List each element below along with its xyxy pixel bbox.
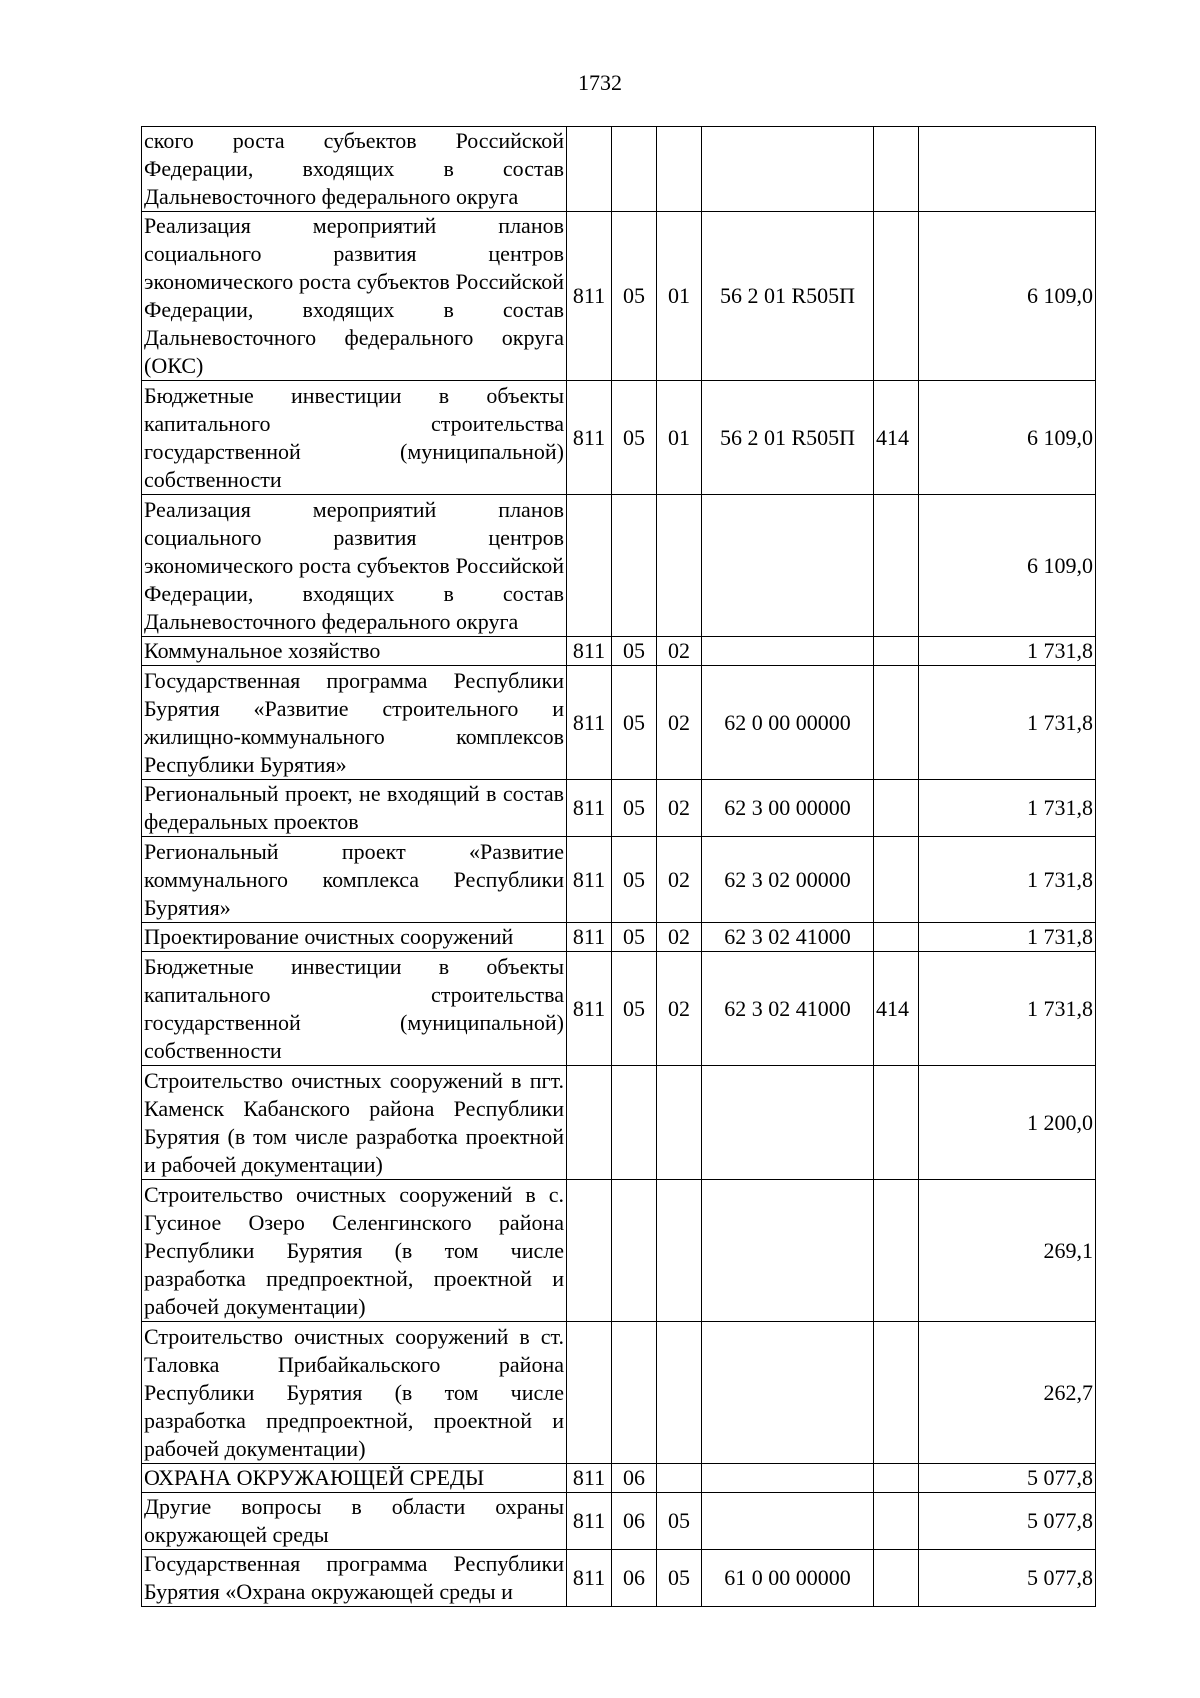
cell-expense-type <box>874 666 919 780</box>
table-row <box>142 637 1096 666</box>
cell-section-code: 05 <box>612 952 657 1066</box>
cell-subsection-code: 01 <box>657 381 702 495</box>
cell-amount: 5 077,8 <box>919 1464 1096 1493</box>
cell-grbs-code: 811 <box>567 780 612 837</box>
page-number: 1732 <box>578 70 622 95</box>
cell-section-code <box>612 1322 657 1464</box>
table-row <box>142 1180 1096 1322</box>
cell-amount: 6 109,0 <box>919 212 1096 381</box>
cell-expense-type <box>874 212 919 381</box>
cell-section-code <box>612 1180 657 1322</box>
cell-subsection-code <box>657 1066 702 1180</box>
cell-name: Бюджетные инвестиции в объекты капитального строительства государственной (муниципальной) собственности <box>142 952 567 1066</box>
cell-subsection-code <box>657 1322 702 1464</box>
cell-name: Строительство очистных сооружений в с. Гусиное Озеро Селенгинского района Республики Бурятия (в том числе разработка предпроектной, проектной и рабочей документации) <box>142 1180 567 1322</box>
budget-table <box>141 126 1096 1607</box>
cell-subsection-code: 01 <box>657 212 702 381</box>
table-row <box>142 666 1096 780</box>
table-row <box>142 1550 1096 1607</box>
cell-section-code: 05 <box>612 637 657 666</box>
cell-section-code: 05 <box>612 923 657 952</box>
cell-subsection-code <box>657 1464 702 1493</box>
cell-name: ского роста субъектов Российской Федерации, входящих в состав Дальневосточного федерального округа <box>142 127 567 212</box>
cell-grbs-code: 811 <box>567 923 612 952</box>
cell-grbs-code: 811 <box>567 1493 612 1550</box>
cell-expense-type <box>874 1322 919 1464</box>
budget-table-body <box>142 127 1096 1607</box>
table-row <box>142 212 1096 381</box>
table-row <box>142 837 1096 923</box>
table-row <box>142 923 1096 952</box>
cell-expense-type <box>874 127 919 212</box>
cell-name: Строительство очистных сооружений в пгт. Каменск Кабанского района Республики Бурятия (в том числе разработка проектной и рабочей документации) <box>142 1066 567 1180</box>
cell-expense-type <box>874 495 919 637</box>
cell-amount: 6 109,0 <box>919 495 1096 637</box>
cell-target-article <box>702 495 874 637</box>
cell-expense-type <box>874 1066 919 1180</box>
table-row <box>142 495 1096 637</box>
cell-grbs-code: 811 <box>567 637 612 666</box>
cell-section-code: 05 <box>612 381 657 495</box>
cell-name: Государственная программа Республики Бурятия «Охрана окружающей среды и <box>142 1550 567 1607</box>
cell-grbs-code: 811 <box>567 381 612 495</box>
cell-target-article <box>702 1464 874 1493</box>
cell-amount <box>919 127 1096 212</box>
cell-amount: 1 731,8 <box>919 923 1096 952</box>
cell-amount: 1 731,8 <box>919 837 1096 923</box>
cell-name: ОХРАНА ОКРУЖАЮЩЕЙ СРЕДЫ <box>142 1464 567 1493</box>
cell-subsection-code: 05 <box>657 1493 702 1550</box>
cell-section-code: 06 <box>612 1493 657 1550</box>
cell-grbs-code: 811 <box>567 212 612 381</box>
cell-subsection-code: 05 <box>657 1550 702 1607</box>
cell-section-code: 05 <box>612 666 657 780</box>
cell-name: Государственная программа Республики Бурятия «Развитие строительного и жилищно-коммунального комплексов Республики Бурятия» <box>142 666 567 780</box>
cell-subsection-code: 02 <box>657 637 702 666</box>
cell-subsection-code <box>657 1180 702 1322</box>
cell-expense-type <box>874 637 919 666</box>
cell-target-article <box>702 127 874 212</box>
cell-name: Региональный проект, не входящий в состав федеральных проектов <box>142 780 567 837</box>
cell-name: Коммунальное хозяйство <box>142 637 567 666</box>
cell-section-code <box>612 495 657 637</box>
cell-expense-type <box>874 1180 919 1322</box>
cell-target-article: 62 3 02 41000 <box>702 923 874 952</box>
cell-target-article <box>702 1066 874 1180</box>
cell-section-code: 05 <box>612 780 657 837</box>
cell-target-article: 62 3 02 00000 <box>702 837 874 923</box>
cell-target-article: 56 2 01 R505П <box>702 381 874 495</box>
cell-amount: 6 109,0 <box>919 381 1096 495</box>
cell-subsection-code: 02 <box>657 780 702 837</box>
cell-section-code: 05 <box>612 212 657 381</box>
cell-section-code: 06 <box>612 1550 657 1607</box>
cell-target-article <box>702 1322 874 1464</box>
cell-name: Проектирование очистных сооружений <box>142 923 567 952</box>
cell-subsection-code <box>657 495 702 637</box>
table-row <box>142 1066 1096 1180</box>
cell-subsection-code <box>657 127 702 212</box>
cell-target-article: 61 0 00 00000 <box>702 1550 874 1607</box>
cell-expense-type: 414 <box>874 381 919 495</box>
cell-target-article: 62 0 00 00000 <box>702 666 874 780</box>
cell-amount: 1 731,8 <box>919 637 1096 666</box>
table-row <box>142 1322 1096 1464</box>
cell-name: Бюджетные инвестиции в объекты капитального строительства государственной (муниципальной) собственности <box>142 381 567 495</box>
cell-amount: 269,1 <box>919 1180 1096 1322</box>
cell-expense-type <box>874 780 919 837</box>
cell-subsection-code: 02 <box>657 923 702 952</box>
cell-grbs-code <box>567 495 612 637</box>
cell-amount: 5 077,8 <box>919 1550 1096 1607</box>
cell-expense-type <box>874 923 919 952</box>
table-row <box>142 952 1096 1066</box>
cell-name: Реализация мероприятий планов социального развития центров экономического роста субъектов Российской Федерации, входящих в состав Дальневосточного федерального округа (ОКС) <box>142 212 567 381</box>
cell-subsection-code: 02 <box>657 837 702 923</box>
cell-expense-type: 414 <box>874 952 919 1066</box>
cell-section-code <box>612 1066 657 1180</box>
cell-expense-type <box>874 1550 919 1607</box>
cell-grbs-code: 811 <box>567 666 612 780</box>
cell-amount: 5 077,8 <box>919 1493 1096 1550</box>
cell-subsection-code: 02 <box>657 666 702 780</box>
table-row <box>142 127 1096 212</box>
cell-grbs-code <box>567 1066 612 1180</box>
cell-name: Реализация мероприятий планов социального развития центров экономического роста субъектов Российской Федерации, входящих в состав Дальневосточного федерального округа <box>142 495 567 637</box>
cell-name: Строительство очистных сооружений в ст. Таловка Прибайкальского района Республики Бурятия (в том числе разработка предпроектной, проектной и рабочей документации) <box>142 1322 567 1464</box>
table-row <box>142 780 1096 837</box>
cell-grbs-code <box>567 1180 612 1322</box>
cell-target-article <box>702 1493 874 1550</box>
cell-target-article: 62 3 02 41000 <box>702 952 874 1066</box>
cell-subsection-code: 02 <box>657 952 702 1066</box>
cell-expense-type <box>874 837 919 923</box>
cell-target-article: 62 3 00 00000 <box>702 780 874 837</box>
cell-amount: 1 731,8 <box>919 952 1096 1066</box>
cell-section-code: 06 <box>612 1464 657 1493</box>
cell-amount: 1 731,8 <box>919 780 1096 837</box>
table-row <box>142 1493 1096 1550</box>
cell-grbs-code: 811 <box>567 1550 612 1607</box>
cell-target-article: 56 2 01 R505П <box>702 212 874 381</box>
cell-target-article <box>702 637 874 666</box>
cell-expense-type <box>874 1493 919 1550</box>
table-row <box>142 381 1096 495</box>
cell-grbs-code: 811 <box>567 1464 612 1493</box>
cell-target-article <box>702 1180 874 1322</box>
cell-amount: 1 200,0 <box>919 1066 1096 1180</box>
cell-expense-type <box>874 1464 919 1493</box>
cell-amount: 262,7 <box>919 1322 1096 1464</box>
cell-amount: 1 731,8 <box>919 666 1096 780</box>
cell-grbs-code: 811 <box>567 837 612 923</box>
cell-section-code: 05 <box>612 837 657 923</box>
cell-grbs-code <box>567 1322 612 1464</box>
cell-name: Региональный проект «Развитие коммунального комплекса Республики Бурятия» <box>142 837 567 923</box>
cell-grbs-code <box>567 127 612 212</box>
cell-name: Другие вопросы в области охраны окружающей среды <box>142 1493 567 1550</box>
cell-grbs-code: 811 <box>567 952 612 1066</box>
table-row <box>142 1464 1096 1493</box>
cell-section-code <box>612 127 657 212</box>
